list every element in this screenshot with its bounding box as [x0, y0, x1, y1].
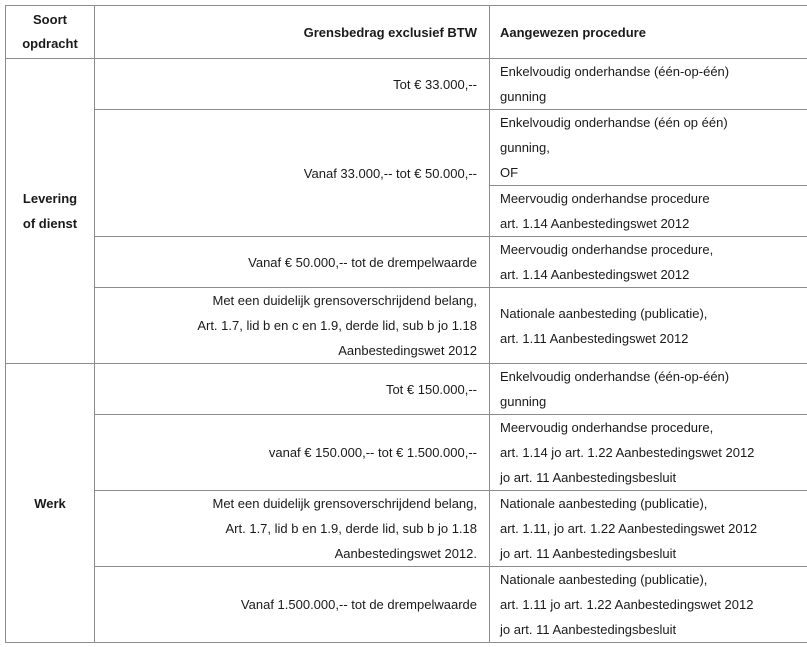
procedure-line: Nationale aanbesteding (publicatie), [500, 496, 708, 511]
procedure-line: gunning, [500, 140, 550, 155]
procedure-line: jo art. 11 Aanbestedingsbesluit [500, 546, 677, 561]
threshold-cell [95, 364, 490, 415]
table-row [6, 364, 807, 415]
table-row [6, 59, 807, 110]
threshold-cell [95, 110, 490, 237]
procurement-threshold-table [5, 5, 807, 643]
procedure-line: art. 1.11 jo art. 1.22 Aanbestedingswet 2012 [500, 597, 754, 612]
procedure-line: gunning [500, 394, 547, 409]
threshold-cell [95, 567, 490, 643]
category-line: of dienst [22, 216, 78, 231]
procedure-line: art. 1.14 Aanbestedingswet 2012 [500, 216, 690, 231]
header-grensbedrag: Grensbedrag exclusief BTW [95, 6, 490, 59]
header-procedure: Aangewezen procedure [490, 6, 807, 59]
procedure-line: art. 1.14 jo art. 1.22 Aanbestedingswet 2012 [500, 445, 755, 460]
procedure-line: art. 1.11 Aanbestedingswet 2012 [500, 330, 689, 346]
procedure-line: Enkelvoudig onderhandse (één op één) [500, 115, 728, 130]
procedure-line: Meervoudig onderhandse procedure, [500, 420, 714, 435]
header-col1-line: opdracht [22, 36, 78, 51]
procedure-line: Meervoudig onderhandse procedure [500, 191, 710, 206]
procedure-line: gunning [500, 89, 547, 104]
procedure-cell [490, 186, 807, 237]
procedure-line: Enkelvoudig onderhandse (één-op-één) [500, 369, 730, 384]
header-row [6, 6, 807, 59]
procedure-cell [490, 364, 807, 415]
threshold-line: Tot € 33.000,-- [393, 76, 477, 92]
threshold-line: Aanbestedingswet 2012 [338, 343, 477, 358]
procedure-line: jo art. 11 Aanbestedingsbesluit [500, 470, 677, 485]
category-line: Levering [22, 191, 78, 206]
procedure-cell [490, 59, 807, 110]
threshold-line: Met een duidelijk grensoverschrijdend belang, [212, 293, 477, 308]
procedure-cell [490, 491, 807, 567]
procedure-line: Enkelvoudig onderhandse (één-op-één) [500, 64, 730, 79]
threshold-line: Aanbestedingswet 2012. [334, 546, 477, 561]
procedure-cell [490, 288, 807, 364]
table-row [6, 415, 807, 491]
threshold-line: Art. 1.7, lid b en 1.9, derde lid, sub b jo 1.18 [225, 521, 477, 536]
threshold-line: vanaf € 150.000,-- tot € 1.500.000,-- [268, 445, 477, 460]
category-line: Werk [34, 495, 66, 511]
procedure-cell [490, 110, 807, 186]
table-row [6, 491, 807, 567]
procedure-cell [490, 415, 807, 491]
threshold-line: Tot € 150.000,-- [385, 381, 477, 397]
table-row [6, 237, 807, 288]
threshold-line: Vanaf 33.000,-- tot € 50.000,-- [303, 165, 477, 181]
threshold-line: Vanaf 1.500.000,-- tot de drempelwaarde [240, 597, 477, 612]
category-levering-of-dienst [6, 59, 95, 364]
header-col1-line: Soort [33, 12, 67, 27]
category-werk [6, 364, 95, 643]
threshold-line: Met een duidelijk grensoverschrijdend belang, [212, 496, 477, 511]
procedure-line: jo art. 11 Aanbestedingsbesluit [500, 622, 677, 637]
procedure-line: Meervoudig onderhandse procedure, [500, 242, 714, 257]
threshold-line: Vanaf € 50.000,-- tot de drempelwaarde [248, 254, 477, 270]
procedure-line: Nationale aanbesteding (publicatie), [500, 305, 708, 321]
table-row [6, 110, 807, 186]
threshold-line: Art. 1.7, lid b en c en 1.9, derde lid, sub b jo 1.18 [197, 318, 477, 333]
header-soort-opdracht [6, 6, 95, 59]
table-row [6, 567, 807, 643]
threshold-cell [95, 491, 490, 567]
threshold-cell [95, 237, 490, 288]
procedure-line: art. 1.14 Aanbestedingswet 2012 [500, 267, 690, 282]
procedure-line: Nationale aanbesteding (publicatie), [500, 572, 708, 587]
procedure-line: art. 1.11, jo art. 1.22 Aanbestedingswet 2012 [500, 521, 758, 536]
threshold-cell [95, 59, 490, 110]
table-row [6, 288, 807, 364]
procedure-cell [490, 567, 807, 643]
procedure-cell [490, 237, 807, 288]
procedure-line: OF [500, 165, 519, 180]
threshold-cell [95, 288, 490, 364]
threshold-cell [95, 415, 490, 491]
